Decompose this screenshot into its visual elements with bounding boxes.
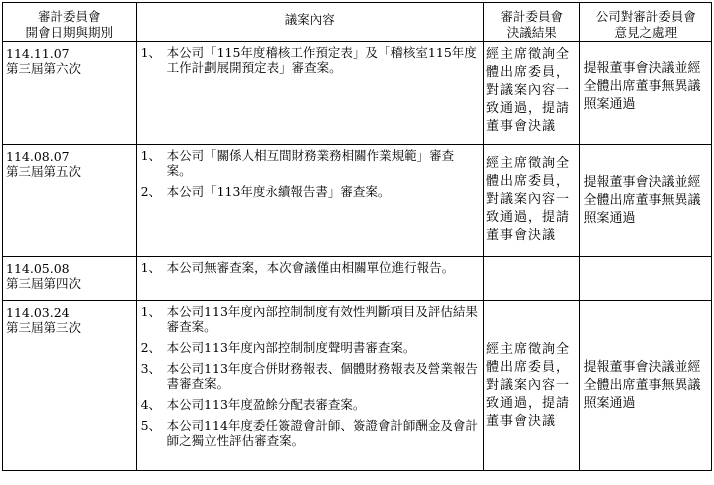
agenda-item: 1、 本公司「115年度稽核工作預定表」及「稽核室115年度工作計劃展開預定表」審查案。 [140,45,477,75]
audit-committee-table [2,2,712,471]
agenda-item: 1、 本公司「關係人相互間財務業務相關作業規範」審查案。 [140,148,455,178]
table-row [3,145,712,257]
table-row [3,257,712,301]
meeting-session: 第三屆第三次 [6,320,82,335]
opinion-cell: 提報董事會決議並經全體出席董事無異議照案通過 [580,145,712,257]
meeting-date: 114.05.08 [6,261,70,276]
meeting-cell [3,42,137,145]
agenda-cell [136,42,483,145]
agenda-cell [136,145,483,257]
opinion-cell: 提報董事會決議並經全體出席董事無異議照案通過 [580,301,712,471]
agenda-item: 1、 本公司無審查案，本次會議僅由相關單位進行報告。 [140,260,455,275]
meeting-date: 114.03.24 [6,305,70,320]
meeting-cell [3,145,137,257]
meeting-session: 第三屆第六次 [6,61,82,76]
meeting-cell [3,301,137,471]
agenda-item: 2、 本公司「113年度永續報告書」審查案。 [140,184,391,199]
resolution-cell: 經主席徵詢全體出席委員，對議案內容一致通過，提請董事會決議 [484,42,580,145]
agenda-item: 4、 本公司113年度盈餘分配表審查案。 [140,397,366,412]
agenda-item: 3、 本公司113年度合併財務報表、個體財務報表及營業報告書審查案。 [140,361,478,391]
header-agenda: 議案內容 [136,3,483,42]
table-row [3,42,712,145]
opinion-cell [580,257,712,301]
header-meeting-date: 審計委員會 開會日期與期別 [3,3,137,42]
agenda-item: 5、 本公司114年度委任簽證會計師、簽證會計師酬金及會計師之獨立性評估審查案。 [140,418,478,448]
header-resolution: 審計委員會 決議結果 [484,3,580,42]
agenda-item: 2、 本公司113年度內部控制制度聲明書審查案。 [140,340,416,355]
resolution-cell [484,257,580,301]
meeting-session: 第三屆第五次 [6,164,82,179]
header-company-handling: 公司對審計委員會 意見之處理 [580,3,712,42]
opinion-cell: 提報董事會決議並經全體出席董事無異議照案通過 [580,42,712,145]
meeting-session: 第三屆第四次 [6,276,82,291]
agenda-item: 1、 本公司113年度內部控制制度有效性判斷項目及評估結果審查案。 [140,304,478,334]
agenda-cell [136,257,483,301]
agenda-cell [136,301,483,471]
resolution-cell: 經主席徵詢全體出席委員，對議案內容一致通過，提請董事會決議 [484,301,580,471]
meeting-date: 114.11.07 [6,46,70,61]
meeting-date: 114.08.07 [6,149,70,164]
header-row [3,3,712,42]
table-row [3,301,712,471]
meeting-cell [3,257,137,301]
resolution-cell: 經主席徵詢全體出席委員，對議案內容一致通過，提請董事會決議 [484,145,580,257]
